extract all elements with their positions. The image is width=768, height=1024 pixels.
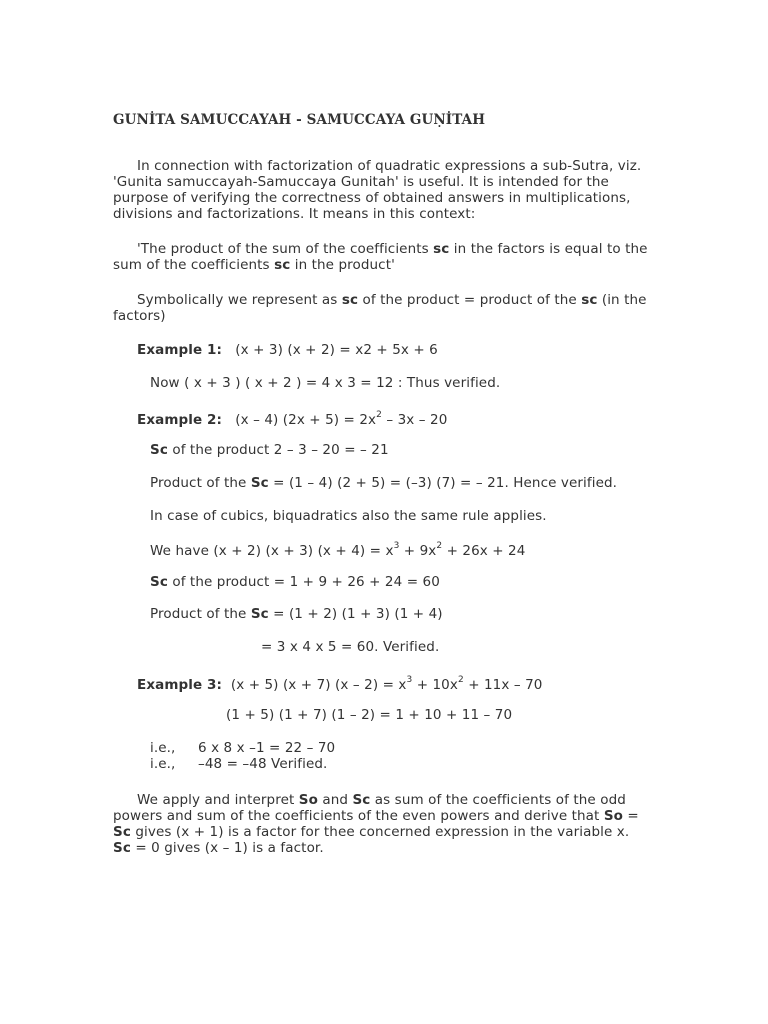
symbolic-text: (in the factors) <box>113 292 647 324</box>
exponent: 3 <box>406 674 413 685</box>
quote-text: 'The product of the sum of the coefficients <box>137 241 434 257</box>
example-3-ie-line-2 <box>150 756 327 772</box>
sc-term: sc <box>341 292 359 308</box>
closing-text: and <box>317 792 353 808</box>
sc-term: Sc <box>150 442 168 458</box>
ie-label: i.e., <box>150 756 176 772</box>
line-text: + 9x <box>399 543 437 559</box>
sc-term: Sc <box>250 606 269 622</box>
line-text: 6 x 8 x –1 = 22 – 70 <box>198 740 336 756</box>
closing-text: = 0 gives (x – 1) is a factor. <box>130 840 324 856</box>
sc-term: sc <box>581 292 598 308</box>
sc-term: Sc <box>113 824 131 840</box>
example-2-sc-line <box>150 442 389 458</box>
rule-quote <box>113 241 653 273</box>
example-expression: – 3x – 20 <box>381 412 448 428</box>
example-3-ie-line-1 <box>150 740 335 756</box>
intro-paragraph: In connection with factorization of quadratic expressions a sub-Sutra, viz. 'Gunita samuccayah-Samuccaya Gunitah' is useful. It is intended for the purpose of verifying the correctness of obtained answers in multiplications, divisions and factorizations. It means in this context: <box>113 158 642 222</box>
cubic-verify-line: = 3 x 4 x 5 = 60. Verified. <box>261 639 440 655</box>
line-text: Product of the <box>150 475 251 491</box>
sc-term: sc <box>274 257 291 273</box>
symbolic-text: of the product = product of the <box>358 292 582 308</box>
cubic-product-line <box>150 606 443 622</box>
exponent: 2 <box>436 540 443 551</box>
example-1-heading <box>137 342 438 358</box>
cubic-note: In case of cubics, biquadratics also the same rule applies. <box>150 508 547 524</box>
example-expression: + 10x <box>412 677 458 693</box>
example-3-heading <box>137 674 543 693</box>
line-text: We have (x + 2) (x + 3) (x + 4) = x <box>150 543 394 559</box>
symbolic-text: Symbolically we represent as <box>137 292 342 308</box>
ie-label: i.e., <box>150 740 176 756</box>
closing-text: We apply and interpret <box>137 792 299 808</box>
sc-term: Sc <box>150 574 168 590</box>
example-2-product-line <box>150 475 617 491</box>
line-text: = (1 + 2) (1 + 3) (1 + 4) <box>268 606 443 622</box>
line-text: of the product = 1 + 9 + 26 + 24 = 60 <box>167 574 440 590</box>
example-label: Example 3: <box>137 677 223 693</box>
symbolic-paragraph <box>113 292 653 324</box>
cubic-expression <box>150 540 526 559</box>
closing-text: = <box>623 808 639 824</box>
example-2-heading <box>137 409 448 428</box>
line-text: + 26x + 24 <box>442 543 526 559</box>
closing-text: gives (x + 1) is a factor for thee concerned expression in the variable x. <box>130 824 630 840</box>
example-expression: (x + 3) (x + 2) = x2 + 5x + 6 <box>235 342 438 358</box>
sc-term: Sc <box>352 792 371 808</box>
quote-text: in the factors is equal to the sum of the coefficients <box>113 241 648 273</box>
example-3-sum-line: (1 + 5) (1 + 7) (1 – 2) = 1 + 10 + 11 – 70 <box>226 707 513 723</box>
example-label: Example 2: <box>137 412 223 428</box>
line-text: = (1 – 4) (2 + 5) = (–3) (7) = – 21. Hence verified. <box>268 475 618 491</box>
page-title: GUNİTA SAMUCCAYAH - SAMUCCAYA GUṆİTAH <box>113 112 486 128</box>
sc-term: Sc <box>250 475 269 491</box>
exponent: 2 <box>376 409 382 420</box>
exponent: 2 <box>457 674 464 685</box>
example-1-check: Now ( x + 3 ) ( x + 2 ) = 4 x 3 = 12 : Thus verified. <box>150 375 501 391</box>
sc-term: sc <box>433 241 450 257</box>
closing-paragraph <box>113 792 643 856</box>
line-text: Product of the <box>150 606 251 622</box>
example-expression: (x – 4) (2x + 5) = 2x <box>235 412 377 428</box>
cubic-sc-line <box>150 574 440 590</box>
example-label: Example 1: <box>137 342 223 358</box>
line-text: of the product 2 – 3 – 20 = – 21 <box>167 442 389 458</box>
line-text: –48 = –48 Verified. <box>198 756 328 772</box>
so-term: So <box>298 792 318 808</box>
example-expression: + 11x – 70 <box>463 677 543 693</box>
so-term: So <box>603 808 624 824</box>
quote-text: in the product' <box>290 257 395 273</box>
example-expression: (x + 5) (x + 7) (x – 2) = x <box>230 677 407 693</box>
sc-term: Sc <box>113 840 131 856</box>
closing-text: as sum of the coefficients of the odd powers and sum of the coefficients of the even powers and derive that <box>113 792 626 824</box>
exponent: 3 <box>393 540 400 551</box>
